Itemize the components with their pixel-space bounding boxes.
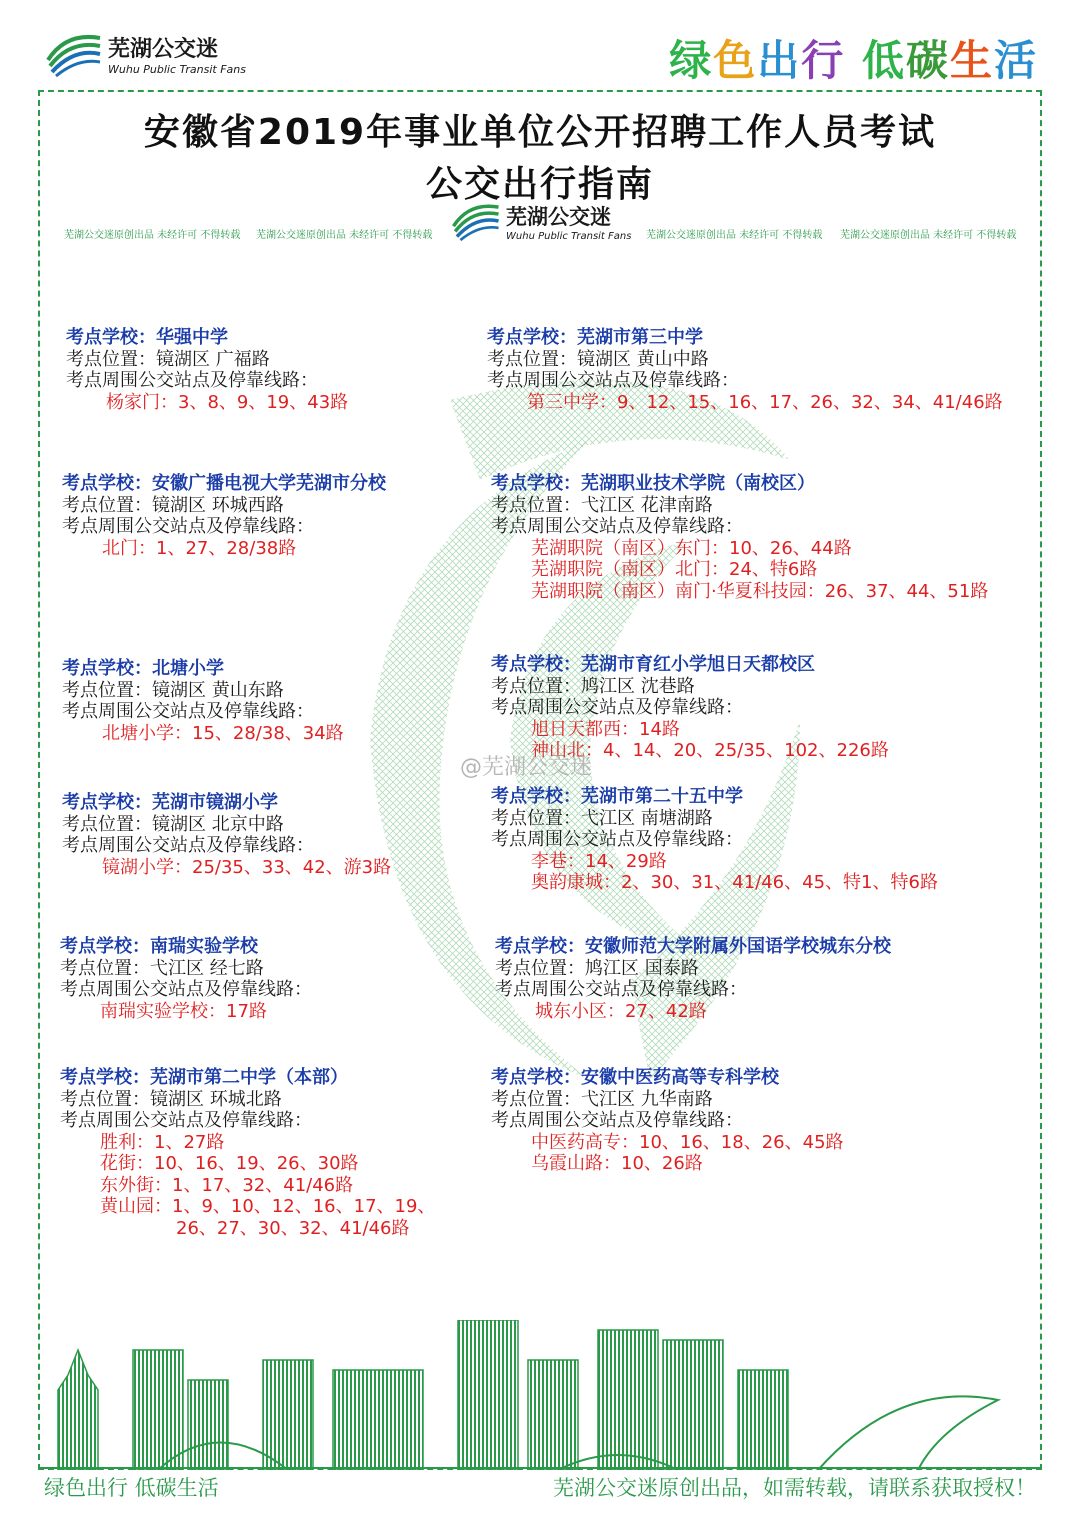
bus-route: 北门：1、27、28/38路 [102,537,297,559]
stops-label: 考点周围公交站点及停靠线路： [62,835,314,856]
school-location: 考点位置：弋江区 经七路 [60,957,264,979]
school-location: 考点位置：镜湖区 北京中路 [62,813,284,835]
stops-label: 考点周围公交站点及停靠线路： [491,516,743,537]
weibo-watermark: @芜湖公交迷 [460,755,593,780]
copyright-note: 芜湖公交迷原创出品 未经许可 不得转载 [646,230,823,241]
slogan-top [669,28,1038,88]
bus-route: 花街：10、16、19、26、30路 [100,1153,359,1174]
school-location: 考点位置：弋江区 南塘湖路 [491,807,713,829]
stops-label: 考点周围公交站点及停靠线路： [66,370,318,391]
stops-label: 考点周围公交站点及停靠线路： [60,1110,312,1131]
stops-label: 考点周围公交站点及停靠线路： [491,697,743,718]
bus-route: 旭日天都西：14路 [531,718,680,740]
exam-site-block [66,327,348,413]
bus-route: 第三中学：9、12、15、16、17、26、32、34、41/46路 [527,391,1003,413]
brand-name-en: Wuhu Public Transit Fans [108,63,246,76]
bus-route: 镜湖小学：25/35、33、42、游3路 [102,856,392,878]
bus-route: 乌霞山路：10、26路 [531,1153,703,1174]
school-name: 考点学校：安徽中医药高等专科学校 [491,1067,779,1088]
page-title: 安徽省2019年事业单位公开招聘工作人员考试 [143,112,937,153]
exam-site-block [60,1067,435,1239]
exam-site-block [491,1067,844,1175]
school-location: 考点位置：镜湖区 环城北路 [60,1088,282,1110]
footer-bar [38,1470,1042,1504]
exam-site-block [495,936,891,1022]
stops-label: 考点周围公交站点及停靠线路： [62,701,314,722]
exam-site-block [60,936,312,1022]
brand-logo-mid [450,200,631,242]
slogan-char: 出 [757,36,802,85]
brand-name-cn: 芜湖公交迷 [506,204,611,229]
school-name: 考点学校：芜湖市第二十五中学 [491,786,743,807]
stops-label: 考点周围公交站点及停靠线路： [60,979,312,1000]
exam-site-block [62,658,344,744]
school-name: 考点学校：安徽广播电视大学芜湖市分校 [62,473,386,494]
school-location: 考点位置：鸠江区 沈巷路 [491,675,695,697]
school-name: 考点学校：安徽师范大学附属外国语学校城东分校 [495,936,891,957]
exam-site-block [487,327,1003,413]
stops-label: 考点周围公交站点及停靠线路： [495,979,747,1000]
exam-site-block [62,473,386,559]
copyright-note: 芜湖公交迷原创出品 未经许可 不得转载 [256,230,433,241]
copyright-note: 芜湖公交迷原创出品 未经许可 不得转载 [840,230,1017,241]
school-location: 考点位置：鸠江区 国泰路 [495,957,699,979]
school-location: 考点位置：镜湖区 黄山东路 [62,679,284,701]
bus-route: 芜湖职院（南区）南门·华夏科技园：26、37、44、51路 [531,580,989,602]
slogan-char: 绿 [669,36,714,85]
brand-logo [44,30,246,78]
school-location: 考点位置：镜湖区 广福路 [66,348,270,370]
brand-logo-icon [450,200,502,242]
school-name: 考点学校：芜湖市第三中学 [487,327,703,348]
stops-label: 考点周围公交站点及停靠线路： [487,370,739,391]
bus-route: 北塘小学：15、28/38、34路 [102,722,344,744]
bus-route: 南瑞实验学校：17路 [100,1000,267,1022]
bus-route: 中医药高专：10、16、18、26、45路 [531,1131,844,1153]
exam-site-block [491,473,988,602]
copyright-note: 芜湖公交迷原创出品 未经许可 不得转载 [64,230,241,241]
slogan-char: 色 [713,36,758,85]
stops-label: 考点周围公交站点及停靠线路： [62,516,314,537]
stops-label: 考点周围公交站点及停靠线路： [491,1110,743,1131]
school-name: 考点学校：芜湖职业技术学院（南校区） [491,473,815,494]
slogan-char: 低 [861,36,906,85]
exam-site-block [62,792,391,878]
school-name: 考点学校：芜湖市第二中学（本部） [60,1067,348,1088]
school-name: 考点学校：芜湖市镜湖小学 [62,792,278,813]
bus-route: 奥韵康城：2、30、31、41/46、45、特1、特6路 [531,872,938,893]
footer-copyright: 芜湖公交迷原创出品，如需转载，请联系获取授权！ [553,1476,1036,1500]
bus-route: 李巷：14、29路 [531,850,667,872]
brand-logo-icon [44,30,104,78]
school-location: 考点位置：弋江区 九华南路 [491,1088,713,1110]
exam-site-block [491,786,938,894]
bus-route: 26、27、30、32、41/46路 [176,1217,410,1239]
bus-route: 城东小区：27、42路 [535,1000,707,1022]
brand-name-en: Wuhu Public Transit Fans [506,230,632,242]
slogan-char: 行 [801,36,846,85]
school-location: 考点位置：镜湖区 环城西路 [62,494,284,516]
bus-route: 东外街：1、17、32、41/46路 [100,1174,354,1196]
page-subtitle: 公交出行指南 [425,164,654,205]
bus-route: 芜湖职院（南区）东门：10、26、44路 [531,537,852,559]
school-name: 考点学校：芜湖市育红小学旭日天都校区 [491,654,815,675]
slogan-char: 生 [949,36,994,85]
bus-route: 黄山园：1、9、10、12、16、17、19、 [100,1196,436,1217]
slogan-char: 碳 [905,36,950,85]
city-skyline-illustration [38,1320,1042,1470]
exam-site-block [491,654,889,762]
footer-slogan: 绿色出行 低碳生活 [44,1476,219,1500]
bus-route: 芜湖职院（南区）北门：24、特6路 [531,559,818,580]
school-location: 考点位置：弋江区 花津南路 [491,494,713,516]
bus-route: 神山北：4、14、20、25/35、102、226路 [531,740,889,761]
brand-name-cn: 芜湖公交迷 [108,37,219,62]
school-name: 考点学校：南瑞实验学校 [60,936,258,957]
bus-route: 杨家门：3、8、9、19、43路 [106,391,349,413]
school-name: 考点学校：华强中学 [66,327,228,348]
bus-route: 胜利：1、27路 [100,1131,225,1153]
slogan-char: 活 [993,36,1038,85]
school-location: 考点位置：镜湖区 黄山中路 [487,348,709,370]
school-name: 考点学校：北塘小学 [62,658,224,679]
stops-label: 考点周围公交站点及停靠线路： [491,829,743,850]
